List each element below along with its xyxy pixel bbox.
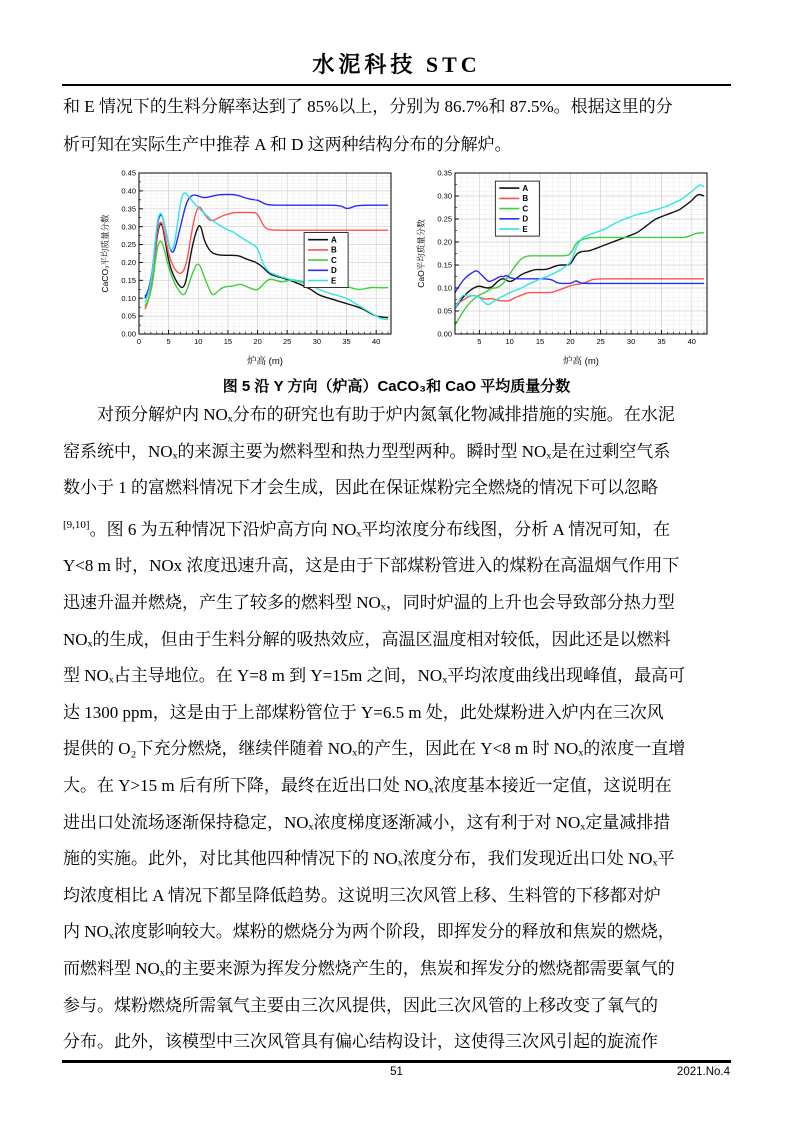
plot-grid (139, 173, 391, 334)
caco3-line-chart (98, 166, 398, 369)
svg-text:10: 10 (505, 337, 514, 346)
svg-text:B: B (331, 245, 337, 255)
svg-text:0.35: 0.35 (437, 168, 452, 178)
svg-text:30: 30 (626, 337, 636, 346)
svg-text:5: 5 (166, 337, 171, 346)
svg-text:0.15: 0.15 (437, 260, 452, 270)
x-axis-label: 炉高 (m) (247, 356, 283, 367)
svg-text:40: 40 (372, 337, 381, 346)
svg-text:C: C (522, 204, 529, 214)
svg-text:0.30: 0.30 (121, 222, 136, 232)
svg-text:0.45: 0.45 (121, 168, 136, 178)
paragraph-line: 分布。此外，该模型中三次风管具有偏心结构设计，这使得三次风引起的旋流作 (63, 1032, 658, 1052)
header-rule (62, 84, 731, 86)
chart-series (455, 185, 704, 325)
paragraph-line: 进出口处流场逐渐保持稳定，NOₓ浓度梯度逐渐减小，这有利于对 NOₓ定量减排措 (63, 812, 671, 832)
svg-text:40: 40 (687, 337, 696, 346)
cao-line-chart (414, 166, 714, 369)
svg-text:30: 30 (312, 337, 322, 346)
paragraph-line: NOₓ的生成，但由于生料分解的吸热效应，高温区温度相对较低，因此还是以燃料 (63, 629, 671, 649)
issue-number: 2021.No.4 (676, 1066, 730, 1078)
svg-text:A: A (331, 235, 337, 245)
paragraph-line: 参与。煤粉燃烧所需氧气主要由三次风提供，因此三次风管的上移改变了氧气的 (63, 995, 658, 1015)
body-paragraph (63, 397, 731, 1061)
svg-text:20: 20 (566, 337, 575, 346)
intro-line: 和 E 情况下的生料分解率达到了 85%以上，分别为 86.7%和 87.5%。根据这里的分 (63, 97, 673, 116)
svg-text:B: B (522, 194, 529, 204)
y-axis-label: CaO平均质量分数 (416, 219, 426, 288)
svg-text:35: 35 (342, 337, 351, 346)
svg-text:0.20: 0.20 (121, 258, 136, 267)
chart-series (145, 193, 388, 320)
svg-text:0.15: 0.15 (121, 275, 136, 285)
paragraph-line: 型 NOₓ占主导地位。在 Y=8 m 到 Y=15m 之间，NOₓ平均浓度曲线出现峰值，最高可 (63, 666, 686, 686)
svg-text:15: 15 (535, 337, 545, 346)
figure-5 (98, 166, 718, 369)
svg-text:0.10: 0.10 (121, 293, 136, 303)
svg-text:25: 25 (283, 337, 292, 346)
svg-text:0.05: 0.05 (437, 306, 452, 316)
page-number: 51 (390, 1066, 403, 1078)
paragraph-line (63, 507, 731, 549)
plot-grid (455, 173, 707, 334)
svg-text:C: C (331, 255, 337, 265)
svg-text:0.40: 0.40 (121, 186, 136, 196)
svg-text:0.25: 0.25 (437, 214, 452, 224)
svg-text:0.05: 0.05 (121, 311, 136, 321)
footer-rule (62, 1060, 731, 1063)
svg-text:35: 35 (657, 337, 666, 346)
paragraph-line-text: 。图 6 为五种情况下沿炉高方向 NOₓ平均浓度分布线图，分析 A 情况可知，在 (89, 519, 671, 539)
paragraph-line: 对预分解炉内 NOₓ分布的研究也有助于炉内氮氧化物减排措施的实施。在水泥 (97, 405, 675, 424)
paragraph-line: 均浓度相比 A 情况下都呈降低趋势。这说明三次风管上移、生料管的下移都对炉 (63, 885, 661, 905)
paragraph-line: 窑系统中，NOₓ的来源主要为燃料型和热力型型两种。瞬时型 NOₓ是在过剩空气系 (63, 441, 671, 461)
intro-text (63, 88, 731, 164)
x-axis-label: 炉高 (m) (563, 356, 599, 367)
svg-text:0.30: 0.30 (437, 191, 452, 201)
plot-border (139, 173, 391, 334)
intro-line: 析可知在实际生产中推荐 A 和 D 这两种结构分布的分解炉。 (63, 135, 512, 154)
chart-legend (304, 233, 348, 288)
series-D (145, 195, 388, 299)
svg-text:5: 5 (477, 337, 482, 346)
svg-text:0.20: 0.20 (437, 237, 452, 247)
plot-border (455, 173, 707, 334)
paragraph-line: Y<8 m 时，NOx 浓度迅速升高，这是由于下部煤粉管进入的煤粉在高温烟气作用下 (63, 556, 680, 576)
y-axis-label: CaCO₃平均质量分数 (100, 214, 110, 293)
svg-text:10: 10 (194, 337, 203, 346)
svg-text:E: E (522, 224, 528, 234)
svg-text:D: D (331, 266, 337, 276)
svg-text:A: A (522, 183, 529, 193)
paragraph-line: 达 1300 ppm，这是由于上部煤粉管位于 Y=6.5 m 处，此处煤粉进入炉内在三次风 (63, 702, 664, 722)
paragraph-line: 内 NOₓ浓度影响较大。煤粉的燃烧分为两个阶段，即挥发分的释放和焦炭的燃烧， (63, 922, 675, 942)
paragraph-line: 施的实施。此外，对比其他四种情况下的 NOₓ浓度分布，我们发现近出口处 NOₓ平 (63, 849, 675, 869)
paragraph-line: 而燃料型 NOₓ的主要来源为挥发分燃烧产生的，焦炭和挥发分的燃烧都需要氧气的 (63, 958, 675, 978)
series-C (145, 241, 388, 306)
series-E (145, 193, 388, 320)
svg-text:0.25: 0.25 (121, 240, 136, 250)
citation-reference: [9,10] (63, 518, 90, 531)
chart-legend (495, 181, 539, 236)
svg-text:0.10: 0.10 (437, 283, 452, 293)
svg-text:0.35: 0.35 (121, 204, 136, 214)
journal-title: 水泥科技 STC (312, 52, 481, 77)
paragraph-line: 迅速升温并燃烧，产生了较多的燃料型 NOₓ，同时炉温的上升也会导致部分热力型 (63, 592, 675, 612)
series-A (455, 195, 704, 309)
figure-caption: 图 5 沿 Y 方向（炉高）CaCO₃和 CaO 平均质量分数 (222, 378, 571, 395)
svg-text:0.00: 0.00 (437, 329, 452, 339)
svg-text:0.00: 0.00 (121, 329, 136, 339)
svg-text:25: 25 (596, 337, 605, 346)
svg-text:20: 20 (253, 337, 262, 346)
paragraph-line: 大。在 Y>15 m 后有所下降，最终在近出口处 NOₓ浓度基本接近一定值，这说明在 (63, 775, 672, 795)
paragraph-line: 数小于 1 的富燃料情况下才会生成，因此在保证煤粉完全燃烧的情况下可以忽略 (63, 478, 658, 498)
svg-text:E: E (331, 276, 337, 286)
series-A (145, 224, 388, 318)
paragraph-line: 提供的 O₂下充分燃烧，继续伴随着 NOₓ的产生，因此在 Y<8 m 时 NOₓ的浓度一直增 (63, 739, 686, 759)
svg-text:D: D (522, 214, 529, 224)
svg-text:15: 15 (223, 337, 233, 346)
svg-text:0: 0 (136, 337, 142, 346)
